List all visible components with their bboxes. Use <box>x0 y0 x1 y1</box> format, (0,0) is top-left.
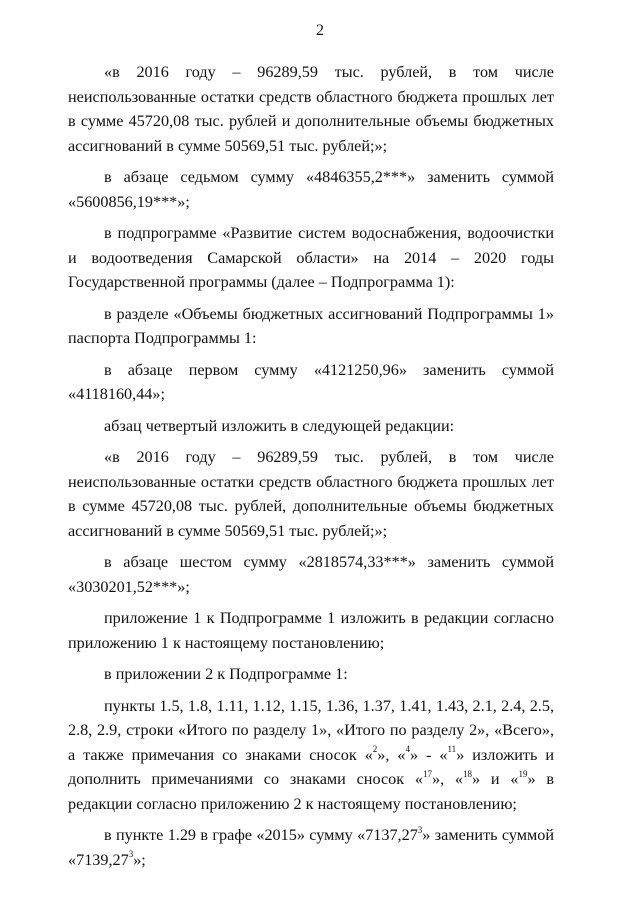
footnote-mark: 18 <box>463 768 473 779</box>
paragraph-2: в абзаце седьмом сумму «4846355,2***» заменить суммой «5600856,19***»; <box>68 168 554 211</box>
paragraph-1: «в 2016 году – 96289,59 тыс. рублей, в том числе неиспользованные остатки средств областного бюджета прошлых лет в сумме 45720,08 тыс. рублей и дополнительные объемы бюджетных ассигнований в сумме 50569,51 тыс. рублей;»; <box>68 63 554 155</box>
paragraph-11-text-d: » изложить и дополнить примечаниями со знаками сносок « <box>68 745 554 788</box>
footnote-mark: 17 <box>422 768 432 779</box>
paragraph-9: приложение 1 к Подпрограмме 1 изложить в редакции согласно приложению 1 к настоящему постановлению; <box>68 609 554 652</box>
paragraph-12 <box>68 823 554 872</box>
footnote-mark: 3 <box>128 849 134 860</box>
footnote-mark: 2 <box>372 744 378 755</box>
paragraph-11-text-b: », « <box>377 745 406 764</box>
footnote-mark: 11 <box>447 744 457 755</box>
footnote-mark: 3 <box>417 824 423 835</box>
paragraph-12-text-b: » заменить суммой «7139,27 <box>68 826 555 869</box>
footnote-mark: 4 <box>405 744 410 755</box>
paragraph-12-text-a: в пункте 1.29 в графе «2015» сумму «7137,27 <box>104 826 418 844</box>
page-number: 2 <box>316 22 324 39</box>
paragraph-5: в абзаце первом сумму «4121250,96» заменить суммой «4118160,44»; <box>68 360 554 403</box>
paragraph-11-text-e: », « <box>431 770 464 788</box>
paragraph-12-text-c: »; <box>133 850 146 869</box>
footnote-mark: 19 <box>518 768 528 779</box>
paragraph-11-text-a: пункты 1.5, 1.8, 1.11, 1.12, 1.15, 1.36, 1.37, 1.41, 1.43, 2.1, 2.4, 2.5, 2.8, 2.9, строки «Итого по разделу 1», «Итого по разделу 2», «Всего», а также примечания со знаками сносок « <box>68 696 554 764</box>
paragraph-11-text-g: » в редакции согласно приложению 2 к настоящему постановлению; <box>68 770 555 813</box>
paragraph-3: в подпрограмме «Развитие систем водоснабжения, водоочистки и водоотведения Самарской области» на 2014 – 2020 годы Государственной программы (далее – Подпрограмма 1): <box>68 224 554 291</box>
paragraph-11-text-f: » и « <box>472 770 519 788</box>
paragraph-4: в разделе «Объемы бюджетных ассигнований Подпрограммы 1» паспорта Подпрограммы 1: <box>68 304 554 347</box>
paragraph-11-text-c: » - « <box>410 745 448 764</box>
paragraph-8: в абзаце шестом сумму «2818574,33***» заменить суммой «3030201,52***»; <box>68 553 554 596</box>
paragraph-10: в приложении 2 к Подпрограмме 1: <box>104 665 348 683</box>
document-body <box>68 60 554 879</box>
paragraph-7: «в 2016 году – 96289,59 тыс. рублей, в том числе неиспользованные остатки средств областного бюджета прошлых лет в сумме 45720,08 тыс. рублей, дополнительные объемы бюджетных ассигнований в сумме 50569,51 тыс. рублей;»; <box>68 448 554 540</box>
paragraph-6: абзац четвертый изложить в следующей редакции: <box>104 416 455 435</box>
paragraph-11 <box>68 694 554 817</box>
